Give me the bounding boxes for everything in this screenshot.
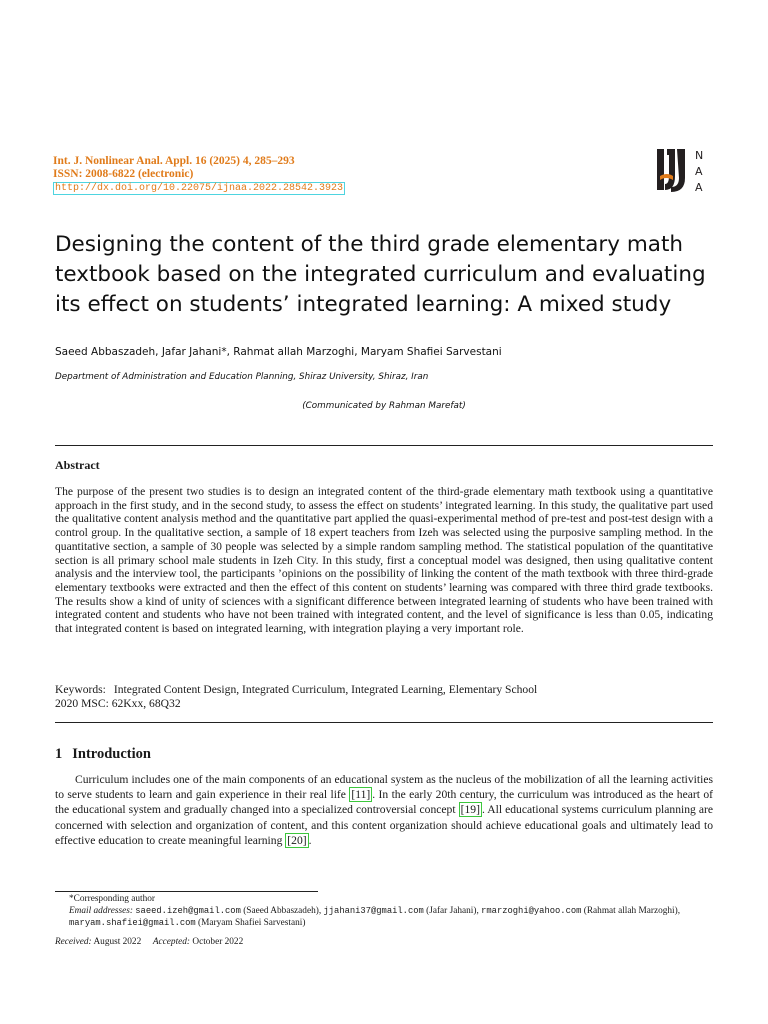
- received-label: Received:: [55, 937, 92, 947]
- email-link[interactable]: rmarzoghi@yahoo.com: [481, 905, 582, 916]
- journal-logo: [655, 146, 715, 196]
- affiliation: Department of Administration and Education Planning, Shiraz University, Shiraz, Iran: [55, 372, 429, 382]
- email-owner: (Saeed Abbaszadeh),: [240, 905, 324, 916]
- intro-text-3: . All educational systems curriculum planning are concerned with selection and organization of content, and this content organization should achieve educational goals and ultimately lead to effective education to create meaningful learning: [55, 803, 713, 847]
- dates-line: [55, 937, 243, 947]
- paper-title: Designing the content of the third grade elementary math textbook based on the integrated curriculum and evaluating its effect on students’ integrated learning: A mixed study: [55, 232, 706, 317]
- footnote-divider: [55, 891, 318, 892]
- accepted-label: Accepted:: [152, 937, 191, 947]
- keywords-value: Integrated Content Design, Integrated Curriculum, Integrated Learning, Elementary School: [113, 683, 538, 696]
- keywords-block: [55, 683, 537, 710]
- intro-text-1: Curriculum includes one of the main components of an educational system as the nucleus of the mobilization of all the learning activities to serve students to learn and gain experience in their real life: [55, 773, 713, 802]
- received-date: August 2022: [93, 937, 142, 947]
- email-link[interactable]: saeed.izeh@gmail.com: [135, 905, 241, 916]
- author-list: Saeed Abbaszadeh, Jafar Jahani*, Rahmat allah Marzoghi, Maryam Shafiei Sarvestani: [55, 346, 502, 358]
- footnote: [55, 894, 713, 929]
- abstract-text: The purpose of the present two studies is to design an integrated content of the third-grade elementary math textbook using a quantitative approach in the first study, and in the second study, to assess the effect on students’ integrated learning. In this study, the qualitative part used the qualitative content analysis method and the quantitative part applied the quasi-experimental method of pre-test and post-test design with a control group. In the qualitative section, a sample of 18 expert teachers from Izeh was selected using the purposive sampling method. In the quantitative section, a sample of 30 people was selected by a simple random sampling method. The statistical population of the quantitative section is all primary school male students in Izeh City. In this study, first a conceptual model was designed, then using qualitative content analysis and the interview tool, the participants ’opinions on the possibility of linking the content of the math textbook with three third-grade elementary textbooks were extracted and then the effect of this content on students’ learning was compared with three third grade textbooks. The results show a kind of unity of sciences with a significant difference between integrated learning of students who have been trained with integrated content and students who have not been trained with integrated content, and the level of significance is less than 0.05, indicating that integrated content is based on integrated learning, with integration playing a very important role.: [55, 485, 713, 636]
- citation-link[interactable]: [11]: [351, 788, 371, 802]
- corresponding-note: *Corresponding author: [69, 894, 155, 904]
- logo-letter-a2: A: [695, 181, 703, 194]
- email-owner: (Rahmat allah Marzoghi),: [581, 905, 681, 916]
- journal-header: [53, 155, 345, 195]
- keywords-label: Keywords:: [55, 683, 106, 696]
- email-link[interactable]: maryam.shafiei@gmail.com: [69, 917, 196, 928]
- email-owner: (Maryam Shafiei Sarvestani): [195, 917, 306, 928]
- email-owner: (Jafar Jahani),: [423, 905, 482, 916]
- divider-top: [55, 445, 713, 446]
- journal-citation: Int. J. Nonlinear Anal. Appl. 16 (2025) 4, 285–293: [53, 155, 295, 167]
- email-label: Email addresses:: [69, 905, 133, 916]
- citation-link[interactable]: [20]: [287, 833, 307, 847]
- section-title: Introduction: [72, 746, 151, 762]
- logo-letter-n: N: [695, 149, 704, 162]
- ijnaa-logo-icon: [655, 146, 715, 196]
- intro-paragraph: [55, 772, 713, 848]
- intro-text-4: .: [308, 833, 312, 847]
- accepted-date: October 2022: [192, 937, 244, 947]
- logo-letter-a1: A: [695, 165, 703, 178]
- journal-issn: ISSN: 2008-6822 (electronic): [53, 168, 194, 180]
- section-heading: [55, 746, 151, 763]
- communicated-by: (Communicated by Rahman Marefat): [302, 401, 466, 411]
- intro-text-2: . In the early 20th century, the curriculum was introduced as the heart of the educational system and gradually changed into a specialized controversial concept: [55, 788, 713, 817]
- citation-link[interactable]: [19]: [460, 803, 480, 817]
- abstract-heading: Abstract: [55, 458, 100, 472]
- msc-codes: 2020 MSC: 62Kxx, 68Q32: [55, 696, 181, 710]
- divider-bottom: [55, 722, 713, 723]
- section-number: 1: [55, 746, 63, 762]
- email-link[interactable]: jjahani37@gmail.com: [323, 905, 424, 916]
- doi-link[interactable]: http://dx.doi.org/10.22075/ijnaa.2022.28542.3923: [55, 183, 344, 194]
